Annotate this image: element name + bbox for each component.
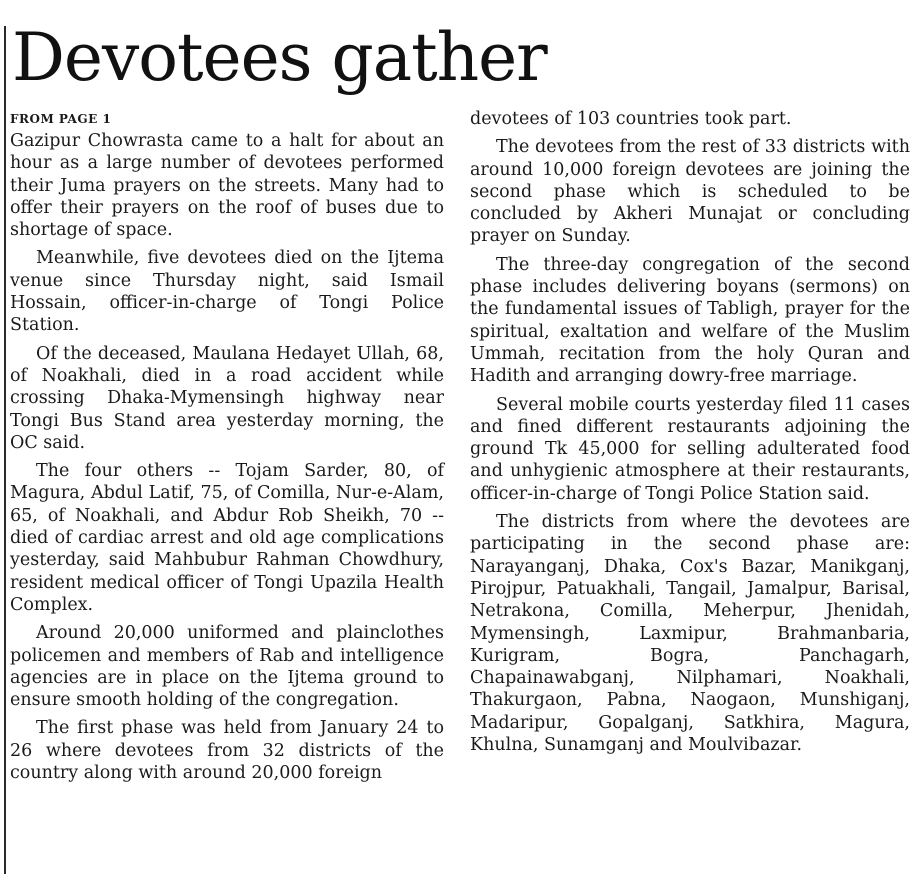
headline: Devotees gather: [12, 19, 547, 96]
paragraph: The devotees from the rest of 33 districts with around 10,000 foreign devotees are joining the second phase which is scheduled to be concluded by Akheri Munajat or concluding prayer on Sunday.: [470, 137, 910, 247]
paragraph: Meanwhile, five devotees died on the Ijtema venue since Thursday night, said Ismail Hossain, officer-in-charge of Tongi Police Station.: [10, 248, 444, 336]
paragraph: The districts from where the devotees are participating in the second phase are: Narayanganj, Dhaka, Cox's Bazar, Manikganj, Pirojpur, Patuakhali, Tangail, Jamalpur, Barisal, Netrakona, Comilla, Meherpur, Jhenidah, Mymensingh, Laxmipur, Brahmanbaria, Kurigram, Bogra, Panchagarh, Chapainawabganj, Nilphamari, Noakhali, Thakurgaon, Pabna, Naogaon, Munshiganj, Madaripur, Gopalganj, Satkhira, Magura, Khulna, Sunamganj and Moulvibazar.: [470, 512, 910, 756]
paragraph: The first phase was held from January 24 to 26 where devotees from 32 districts of the country along with around 20,000 foreign: [10, 718, 444, 784]
paragraph-continued: devotees of 103 countries took part.: [470, 109, 792, 129]
paragraph: Gazipur Chowrasta came to a halt for about an hour as a large number of devotees performed their Juma prayers on the streets. Many had to offer their prayers on the roof of buses due to shortage of space.: [10, 131, 444, 241]
paragraph: The four others -- Tojam Sarder, 80, of Magura, Abdul Latif, 75, of Comilla, Nur-e-Alam, 65, of Noakhali, and Abdur Rob Sheikh, 70 -- died of cardiac arrest and old age complications yesterday, said Mahbubur Rahman Chowdhury, resident medical officer of Tongi Upazila Health Complex.: [10, 461, 444, 615]
jump-line: FROM PAGE 1: [10, 112, 112, 126]
column-rule: [4, 26, 6, 874]
paragraph: The three-day congregation of the second phase includes delivering boyans (sermons) on the fundamental issues of Tabligh, prayer for the spiritual, exaltation and welfare of the Muslim Ummah, recitation from the holy Quran and Hadith and arranging dowry-free marriage.: [470, 254, 910, 387]
article-column-left: [10, 108, 444, 790]
paragraph: Several mobile courts yesterday filed 11 cases and fined different restaurants adjoining the ground Tk 45,000 for selling adulterated food and unhygienic atmosphere at their restaurants, officer-in-charge of Tongi Police Station said.: [470, 394, 910, 504]
article-column-right: [470, 108, 910, 762]
paragraph: Around 20,000 uniformed and plainclothes policemen and members of Rab and intelligence agencies are in place on the Ijtema ground to ensure smooth holding of the congregation.: [10, 623, 444, 711]
paragraph: Of the deceased, Maulana Hedayet Ullah, 68, of Noakhali, died in a road accident while crossing Dhaka-Mymensingh highway near Tongi Bus Stand area yesterday morning, the OC said.: [10, 343, 444, 453]
